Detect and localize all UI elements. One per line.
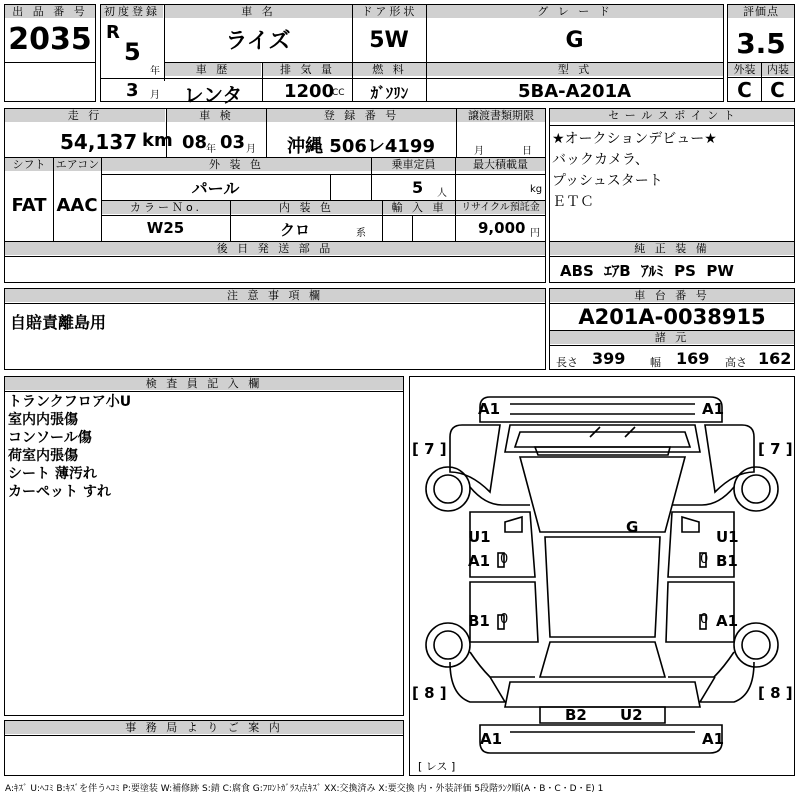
transfer-month: 月 xyxy=(474,146,484,157)
lot-number-header: 出 品 番 号 xyxy=(5,5,95,18)
sales-point-item: ＥＴＣ xyxy=(552,194,594,210)
inspector-note: 荷室内張傷 xyxy=(8,448,78,464)
int-color: クロ xyxy=(279,221,310,239)
mark-zero: 0 xyxy=(500,612,509,627)
door-type: 5W xyxy=(369,28,409,53)
insp-month: 03 xyxy=(220,132,246,153)
divider xyxy=(5,303,545,304)
divider xyxy=(371,158,372,200)
mark-right-front-door-b: B1 xyxy=(716,552,738,570)
car-history: レンタ xyxy=(183,83,243,107)
roof xyxy=(545,537,660,637)
divider xyxy=(550,256,794,257)
mark-rear-right: A1 xyxy=(702,730,725,748)
score: 3.5 xyxy=(736,27,786,60)
sales-point-item: プッシュスタート xyxy=(552,173,663,189)
ac-header: エアコン xyxy=(53,158,101,171)
mileage: 54,137 xyxy=(60,130,138,154)
mark-left-front-door-u: U1 xyxy=(468,528,491,546)
transfer-header: 譲渡書類期限 xyxy=(456,109,545,122)
inspector-note: トランクフロア小U xyxy=(8,394,132,410)
max-load-header: 最大積載量 xyxy=(455,158,545,171)
rear-bumper xyxy=(480,725,725,753)
lot-number: 2035 xyxy=(8,22,92,57)
inspection-header: 車 検 xyxy=(166,109,266,122)
cc-unit: CC xyxy=(332,88,345,98)
mark-rear-left: A1 xyxy=(480,730,503,748)
divider xyxy=(5,256,545,257)
divider xyxy=(5,62,95,63)
ac-type: AAC xyxy=(56,195,98,216)
shift-header: シフト xyxy=(5,158,53,171)
mark-rear-b: B2 xyxy=(565,706,587,724)
shift-type: FAT xyxy=(11,195,47,216)
model-header: 型 式 xyxy=(426,63,723,76)
score-header: 評価点 xyxy=(728,5,794,18)
divider xyxy=(550,125,794,126)
width-label: 幅 xyxy=(650,356,661,369)
divider xyxy=(262,63,263,101)
reg-no-header: 登 録 番 号 xyxy=(266,109,456,122)
car-name-header: 車 名 xyxy=(164,5,352,18)
divider xyxy=(101,215,545,216)
divider xyxy=(5,735,403,736)
ext-color-header: 外 装 色 xyxy=(101,158,371,171)
notes-text: 自賠責離島用 xyxy=(10,313,107,332)
divider xyxy=(330,174,331,200)
first-reg-header: 初度登録 xyxy=(101,5,163,18)
chassis-number: A201A-0038915 xyxy=(578,305,766,329)
divider xyxy=(101,174,545,175)
grade-header: グ レ ー ド xyxy=(426,5,723,18)
rear-left-fender xyxy=(450,662,505,702)
sales-point-item: バックカメラ、 xyxy=(552,152,649,168)
divider xyxy=(412,215,413,241)
divider xyxy=(5,391,403,392)
import-header: 輸 入 車 xyxy=(382,201,455,214)
inspector-notes xyxy=(8,393,131,501)
divider xyxy=(550,303,794,304)
era: R xyxy=(106,22,120,43)
width-value: 169 xyxy=(676,349,710,368)
car-name: ライズ xyxy=(225,29,291,54)
first-reg-year: 5 xyxy=(124,38,141,66)
color-no-header: カラーＮo. xyxy=(102,201,230,214)
color-number: W25 xyxy=(146,219,185,237)
fuel-type: ｶﾞｿﾘﾝ xyxy=(370,84,409,102)
mark-left-rear-door: B1 xyxy=(468,612,490,630)
later-parts-header: 後 日 発 送 部 品 xyxy=(5,242,545,255)
model-code: 5BA-A201A xyxy=(517,81,632,102)
divider xyxy=(550,345,794,346)
exterior-grade: C xyxy=(737,78,752,102)
interior-grade: C xyxy=(770,78,785,102)
genuine-equipment: ABS ｴｱB ｱﾙﾐ PS PW xyxy=(560,262,734,280)
fuel-header: 燃 料 xyxy=(353,63,426,76)
office-header: 事 務 局 よ り ご 案 内 xyxy=(5,721,403,734)
inspector-note: コンソール傷 xyxy=(8,430,92,446)
month-unit: 月 xyxy=(150,90,160,101)
sales-points-list xyxy=(552,129,717,213)
reg-number: 沖縄 506レ4199 xyxy=(287,136,435,157)
windshield xyxy=(520,457,685,532)
sales-point-item: ★オークションデビュー★ xyxy=(552,131,717,147)
front-bumper xyxy=(480,397,725,422)
capacity: 5 xyxy=(412,178,424,197)
exterior-header: 外装 xyxy=(728,63,761,76)
interior-header: 内装 xyxy=(761,63,794,76)
capacity-unit: 人 xyxy=(437,188,447,199)
damage-legend: A:ｷｽﾞ U:ﾍｺﾐ B:ｷｽﾞを伴うﾍｺﾐ P:要塗装 W:補修跡 S:錆 C:腐食 G:ﾌﾛﾝﾄｶﾞﾗｽ点ｷｽﾞ XX:交換済み X:要交換 内・外装評価 5段階ﾗﾝｸ順(A・B・C・D・E) 1 xyxy=(5,784,604,794)
length-label: 長さ xyxy=(556,356,578,369)
sales-points-header: セ ー ル ス ポ イ ン ト xyxy=(550,109,794,122)
mark-front-right: A1 xyxy=(702,400,725,418)
first-reg-month: 3 xyxy=(126,80,139,101)
height-value: 162 xyxy=(758,349,792,368)
front-left-fender xyxy=(450,425,500,492)
tire-front-right xyxy=(734,467,778,511)
car-diagram xyxy=(410,377,794,775)
height-label: 高さ xyxy=(725,356,747,369)
length-value: 399 xyxy=(592,349,626,368)
history-header: 車 歴 xyxy=(165,63,261,76)
specs-header: 諸 元 xyxy=(550,331,794,344)
recycle-header: リサイクル預託金 xyxy=(455,201,545,214)
tire-rear-left xyxy=(426,623,470,667)
rear-panel xyxy=(540,707,665,723)
tire-front-left xyxy=(426,467,470,511)
yen-unit: 円 xyxy=(530,228,540,239)
chassis-header: 車 台 番 号 xyxy=(550,289,794,302)
mark-right-rear-door: A1 xyxy=(716,612,739,630)
hood xyxy=(505,425,700,452)
mark-roof: G xyxy=(626,518,639,536)
mark-rear-u: U2 xyxy=(620,706,643,724)
rear-right-fender xyxy=(700,662,754,702)
tire-tl-label: [ 7 ] xyxy=(412,440,447,458)
mark-left-front-door-a: A1 xyxy=(468,552,491,570)
rear-window xyxy=(540,642,665,677)
inspector-note: シート 薄汚れ xyxy=(8,466,97,482)
tire-rear-right xyxy=(734,623,778,667)
tire-br-label: [ 8 ] xyxy=(758,684,793,702)
inspector-note: カーペット すれ xyxy=(8,484,111,500)
door-header: ドア形状 xyxy=(352,5,426,18)
year-unit: 年 xyxy=(150,66,160,77)
insp-year: 08 xyxy=(182,132,208,153)
inspector-header: 検 査 員 記 入 欄 xyxy=(5,377,403,390)
displacement-header: 排 気 量 xyxy=(262,63,352,76)
inspector-note: 室内内張傷 xyxy=(8,412,78,428)
displacement: 1200 xyxy=(284,81,335,102)
mark-right-front-door-u: U1 xyxy=(716,528,739,546)
int-color-header: 内 装 色 xyxy=(230,201,382,214)
divider xyxy=(382,201,383,241)
km-unit: km xyxy=(142,130,173,151)
trunk-lid xyxy=(505,682,700,707)
spare-tire-label: [ レス ] xyxy=(418,760,456,773)
genuine-header: 純 正 装 備 xyxy=(550,242,794,255)
mark-zero: 0 xyxy=(500,552,509,567)
grade: G xyxy=(565,28,584,53)
tire-tr-label: [ 7 ] xyxy=(758,440,793,458)
mark-front-left: A1 xyxy=(478,400,501,418)
mark-zero: 0 xyxy=(700,552,709,567)
insp-month-unit: 月 xyxy=(246,144,256,155)
mileage-header: 走 行 xyxy=(5,109,165,122)
capacity-header: 乗車定員 xyxy=(371,158,455,171)
notes-header: 注 意 事 項 欄 xyxy=(5,289,545,302)
kg-unit: kg xyxy=(530,184,543,195)
transfer-day: 日 xyxy=(522,146,532,157)
int-color-unit: 系 xyxy=(356,228,366,239)
recycle-fee: 9,000 xyxy=(478,219,526,237)
mark-zero: 0 xyxy=(700,612,709,627)
ext-color: パール xyxy=(191,179,240,198)
insp-year-unit: 年 xyxy=(206,144,216,155)
divider xyxy=(456,109,457,157)
tire-bl-label: [ 8 ] xyxy=(412,684,447,702)
front-right-fender xyxy=(705,425,754,492)
